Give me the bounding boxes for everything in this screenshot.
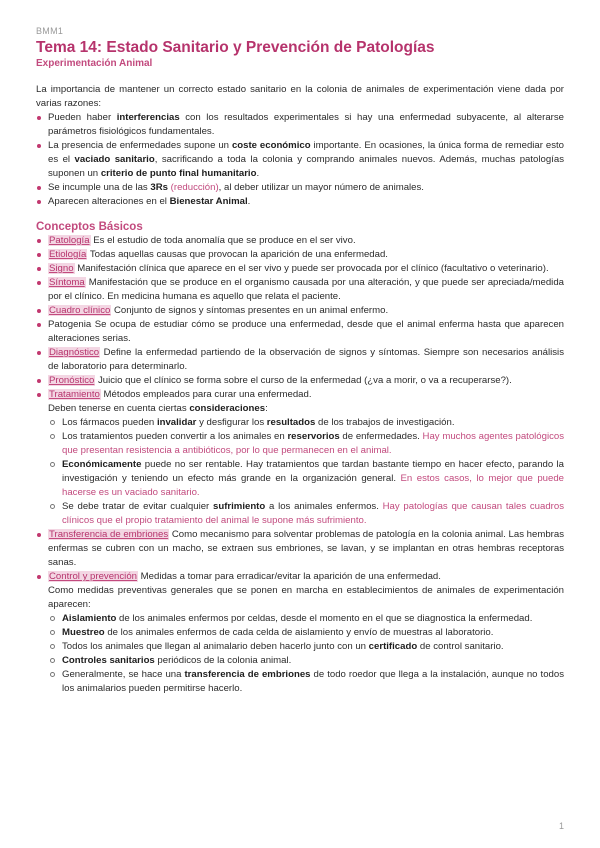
reason-item: Pueden haber interferencias con los resultados experimentales si hay una enfermedad subyacente, al alterarse parámetros fisiológicos fundamentales. — [36, 111, 564, 139]
concept-patogenia: Patogenia Se ocupa de estudiar cómo se produce una enfermedad, desde que el animal enferma hasta que aparecen alteraciones serias. — [36, 318, 564, 346]
document-page — [36, 26, 564, 696]
term-highlight: Patología — [49, 235, 90, 246]
measure-item: Todos los animales que llegan al animalario deben hacerlo junto con un certificado de control sanitario. — [48, 640, 564, 654]
term-highlight: Control y prevención — [49, 571, 137, 582]
page-subtitle: Experimentación Animal — [36, 58, 153, 69]
concept-diagnostico: Diagnóstico Define la enfermedad partiendo de la observación de signos y síntomas. Siempre son necesarios análisis de laboratorio para determinarlo. — [36, 346, 564, 374]
consideration-item: Se debe tratar de evitar cualquier sufrimiento a los animales enfermos. Hay patologías que causan tales cuadros clínicos que el propio tratamiento del animal le supone más sufrimiento. — [48, 500, 564, 528]
reason-item: Aparecen alteraciones en el Bienestar Animal. — [36, 195, 564, 209]
concept-etiologia: Etiología Todas aquellas causas que provocan la aparición de una enfermedad. — [36, 248, 564, 262]
term-highlight: Pronóstico — [49, 375, 95, 386]
consideration-item: Económicamente puede no ser rentable. Hay tratamientos que tardan bastante tiempo en hacer efecto, parando la investigación y teniendo un efecto más grande en la organización general. En estos casos, lo mejor que puede hacerse es un vaciado sanitario. — [48, 458, 564, 500]
course-tag: BMM1 — [36, 26, 64, 36]
term-highlight: Diagnóstico — [49, 347, 100, 358]
preventive-measures-list — [48, 612, 564, 696]
concept-sintoma: Síntoma Manifestación que se produce en el organismo causada por una alteración, y que puede ser apreciada/medida por el clínico. En medicina humana es aquello que relata el paciente. — [36, 276, 564, 304]
consideration-item: Los tratamientos pueden convertir a los animales en reservorios de enfermedades. Hay muchos agentes patológicos que presentan resistencia a antibióticos, por lo que permanecen en el animal. — [48, 430, 564, 458]
considerations-list — [48, 416, 564, 528]
reason-item: La presencia de enfermedades supone un coste económico importante. En ocasiones, la única forma de remediar esto es el vaciado sanitario, sacrificando a toda la colonia y comprando animales nuevos. Además, muchas patologías suponen un criterio de punto final humanitario. — [36, 139, 564, 181]
term-highlight: Tratamiento — [49, 389, 100, 400]
concepts-list — [36, 234, 564, 696]
considerations-line: Deben tenerse en cuenta ciertas consideraciones: — [48, 403, 268, 414]
term-highlight: Transferencia de embriones — [49, 529, 169, 540]
intro-paragraph: La importancia de mantener un correcto estado sanitario en la colonia de animales de experimentación viene dada por varias razones: — [36, 84, 564, 109]
term-highlight: Síntoma — [49, 277, 85, 288]
concept-tratamiento: Tratamiento Métodos empleados para curar una enfermedad. Deben tenerse en cuenta ciertas consideraciones: Los fármacos pueden invalidar y desfigurar los resultados de los trabajos de investigación. Los tratamientos pueden convertir a los animales en reservorios de enfermedades. Hay muchos agentes patológicos que presentan resistencia a antibióticos, por lo que permanecen en el animal. Económicamente puede no ser rentable. Hay tratamientos que tardan bastante tiempo en hacer efecto, parando la investigación y teniendo un efecto más grande en la organización general. En estos casos, lo mejor que puede hacerse es un vaciado sanitario. Se debe tratar de evitar cualquier sufrimiento a los animales enfermos. Hay patologías que causan tales cuadros clínicos que el propio tratamiento del animal le supone más sufrimiento. — [36, 388, 564, 528]
concept-pronostico: Pronóstico Juicio que el clínico se forma sobre el curso de la enfermedad (¿va a morir, o va a recuperarse?). — [36, 374, 564, 388]
consideration-item: Los fármacos pueden invalidar y desfigurar los resultados de los trabajos de investigación. — [48, 416, 564, 430]
reason-item: Se incumple una de las 3Rs (reducción), al deber utilizar un mayor número de animales. — [36, 181, 564, 195]
concept-signo: Signo Manifestación clínica que aparece en el ser vivo y puede ser provocada por el clínico (facultativo o veterinario). — [36, 262, 564, 276]
preventive-measures-intro: Como medidas preventivas generales que se ponen en marcha en establecimientos de animales de experimentación aparecen: — [48, 585, 564, 610]
concept-control-prevencion: Control y prevención Medidas a tomar para erradicar/evitar la aparición de una enfermedad. Como medidas preventivas generales que se ponen en marcha en establecimientos de animales de experimentación aparecen: Aislamiento de los animales enfermos por celdas, desde el momento en el que se diagnostica la enfermedad. Muestreo de los animales enfermos de cada celda de aislamiento y envío de muestras al laboratorio. Todos los animales que llegan al animalario deben hacerlo junto con un certificado de control sanitario. Controles sanitarios periódicos de la colonia animal. Generalmente, se hace una transferencia de embriones de todo roedor que llega a la instalación, aunque no todos los animalarios pueden permitirse hacerlo. — [36, 570, 564, 696]
measure-item: Muestreo de los animales enfermos de cada celda de aislamiento y envío de muestras al laboratorio. — [48, 626, 564, 640]
term-highlight: Etiología — [49, 249, 87, 260]
measure-item: Generalmente, se hace una transferencia de embriones de todo roedor que llega a la instalación, aunque no todos los animalarios pueden permitirse hacerlo. — [48, 668, 564, 696]
measure-item: Controles sanitarios periódicos de la colonia animal. — [48, 654, 564, 668]
section-heading-conceptos: Conceptos Básicos — [36, 221, 143, 233]
concept-transferencia: Transferencia de embriones Como mecanismo para solventar problemas de patología en la colonia animal. Las hembras enfermas se cubren con un macho, se extraen sus embriones, se lavan, y se implantan en otras hembras receptoras sanas. — [36, 528, 564, 570]
measure-item: Aislamiento de los animales enfermos por celdas, desde el momento en el que se diagnostica la enfermedad. — [48, 612, 564, 626]
page-title: Tema 14: Estado Sanitario y Prevención de Patologías — [36, 39, 435, 56]
concept-cuadro-clinico: Cuadro clínico Conjunto de signos y síntomas presentes en un animal enfermo. — [36, 304, 564, 318]
term-highlight: Cuadro clínico — [49, 305, 111, 316]
page-number: 1 — [558, 821, 564, 831]
concept-patologia: Patología Es el estudio de toda anomalía que se produce en el ser vivo. — [36, 234, 564, 248]
term-highlight: Signo — [49, 263, 74, 274]
reasons-list — [36, 111, 564, 209]
